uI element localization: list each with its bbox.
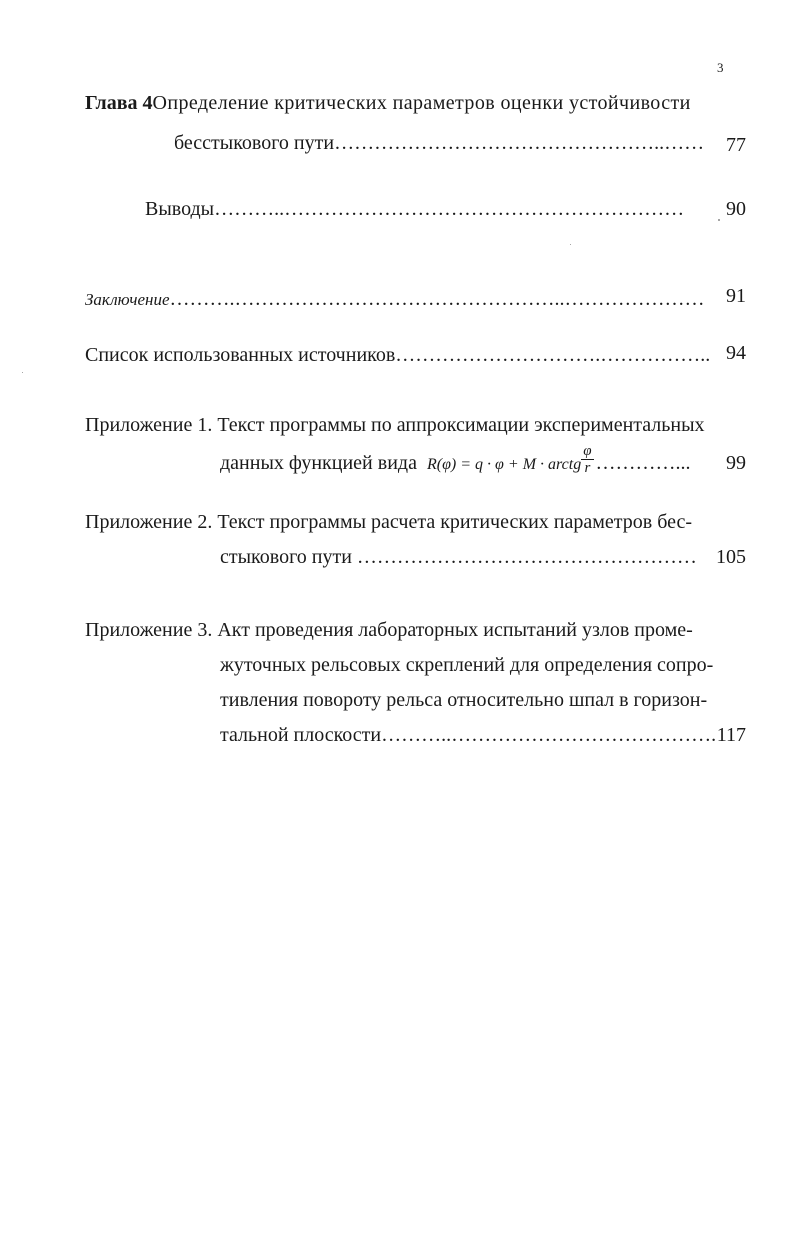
formula: R(φ) = q · φ + M · arctg [426,456,582,473]
appendix2-line1: Приложение 2. Текст программы расчета критических параметров бес- [85,511,693,533]
dot-leader: ………..…………………………………. [381,724,717,746]
toc-entry-appendix3[interactable] [85,618,693,642]
dot-leader: …………... [595,452,691,474]
formula-numerator: φ [583,442,592,459]
toc-entry-final[interactable] [85,287,705,312]
chapter-title-line2: бесстыкового пути [174,132,335,154]
formula-denominator: r [584,459,591,476]
toc-entry-appendix2[interactable] [85,510,692,534]
appendix1-line1: Приложение 1. Текст программы по аппроксимации экспериментальных [85,414,705,436]
chapter-label: Глава 4 [85,92,153,114]
dot-leader: ……….…………………………………………..………………… [169,288,705,310]
appendix3-line4: тальной плоскости [220,724,382,746]
appendix3-line2: жуточных рельсовых скреплений для определения сопро- [220,654,714,676]
toc-entry-appendix1[interactable] [85,413,705,437]
page-ref-appendix1: 99 [726,452,746,474]
page-ref-references: 94 [726,342,746,364]
page-ref-final: 91 [726,285,746,307]
page-number: 3 [717,60,724,75]
appendix3-line2-row [220,653,713,677]
page-ref-appendix3: 117 [716,724,746,746]
appendix1-line2: данных функцией вида [220,452,417,474]
appendix3-line1: Приложение 3. Акт проведения лабораторных испытаний узлов проме- [85,619,693,641]
toc-entry-chapter4[interactable] [85,91,689,115]
page-ref-appendix2: 105 [716,546,746,568]
chapter-title-line2-row [174,131,704,155]
appendix1-line2-row [220,442,691,477]
toc-entry-references[interactable] [85,343,710,367]
dot-leader: ………..…………………………………………………… [214,198,685,220]
appendix2-line2-row [220,545,697,569]
dot-leader: …………………………………………… [356,546,697,568]
formula-fraction [581,443,593,476]
appendix3-line3-row [220,688,707,712]
appendix2-line2: стыкового пути [220,546,352,568]
dot-leader: …………………………………………..…… [334,132,705,154]
scan-speck [718,219,720,221]
final-title: Заключение [85,290,170,309]
page-ref-conclusions: 90 [726,198,746,220]
chapter-title-line1: Определение критических параметров оценки устойчивости [152,92,691,114]
references-title: Список использованных источников [85,344,396,366]
page-ref-chapter4: 77 [726,134,746,156]
scan-speck [22,372,23,373]
dot-leader: ………………………….…………….. [395,344,711,366]
scan-speck [570,244,571,245]
appendix3-line3: тивления повороту рельса относительно шпал в горизон- [220,689,708,711]
conclusions-title: Выводы [145,198,215,220]
appendix3-line4-row [220,723,716,747]
toc-entry-conclusions[interactable] [145,197,684,221]
